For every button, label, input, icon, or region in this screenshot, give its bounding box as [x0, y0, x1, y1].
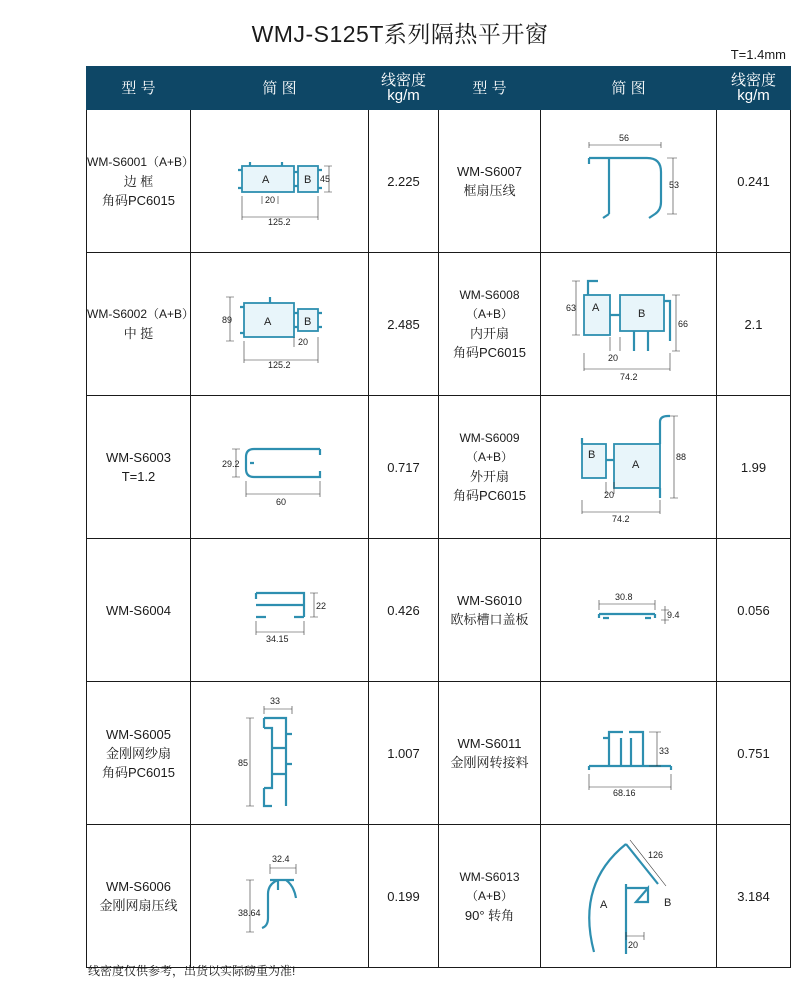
density-value: 0.199	[369, 825, 439, 968]
svg-text:126: 126	[647, 849, 663, 860]
svg-text:63: 63	[565, 303, 576, 313]
svg-text:53: 53	[668, 180, 679, 190]
model-cell: WM-S6001（A+B） 边 框 角码PC6015	[87, 110, 191, 253]
density-value: 0.717	[369, 396, 439, 539]
model-cell: WM-S6004	[87, 539, 191, 682]
svg-text:A: A	[591, 302, 599, 314]
svg-text:88: 88	[675, 452, 686, 462]
profile-sketch	[541, 396, 717, 539]
model-cell: WM-S6013（A+B） 90° 转角	[439, 825, 541, 968]
model-cell: WM-S6011 金刚网转接料	[439, 682, 541, 825]
svg-text:74.2: 74.2	[619, 372, 638, 382]
svg-text:B: B	[587, 449, 595, 461]
svg-text:9.4: 9.4	[666, 610, 680, 620]
svg-text:22: 22	[315, 601, 326, 611]
table-header-row	[87, 67, 791, 110]
svg-text:34.15: 34.15	[265, 634, 289, 644]
header-model: 型 号	[87, 67, 191, 110]
model-cell: WM-S6003 T=1.2	[87, 396, 191, 539]
header-model: 型 号	[439, 67, 541, 110]
density-value: 1.007	[369, 682, 439, 825]
profile-spec-table	[86, 66, 791, 968]
svg-text:20: 20	[603, 490, 614, 500]
svg-text:20: 20	[264, 195, 275, 205]
model-cell: WM-S6002（A+B） 中 挺	[87, 253, 191, 396]
profile-sketch	[541, 539, 717, 682]
header-sketch: 简 图	[191, 67, 369, 110]
model-cell: WM-S6005 金刚网纱扇 角码PC6015	[87, 682, 191, 825]
svg-text:68.16: 68.16	[612, 788, 636, 798]
svg-text:32.4: 32.4	[271, 854, 290, 864]
svg-text:125.2: 125.2	[267, 217, 291, 226]
profile-sketch	[541, 682, 717, 825]
footnote: 线密度仅供参考，出货以实际磅重为准!	[88, 964, 296, 978]
model-cell: WM-S6006 金刚网扇压线	[87, 825, 191, 968]
table-row	[87, 396, 791, 539]
svg-text:56: 56	[618, 133, 629, 143]
model-cell: WM-S6007 框扇压线	[439, 110, 541, 253]
profile-sketch	[541, 825, 717, 968]
svg-text:66: 66	[677, 319, 688, 329]
svg-text:A: A	[263, 316, 271, 328]
page-title: WMJ-S125T系列隔热平开窗	[251, 21, 549, 47]
svg-text:45: 45	[319, 174, 330, 184]
table-row	[87, 110, 791, 253]
svg-text:20: 20	[627, 939, 638, 950]
svg-text:B: B	[303, 174, 311, 186]
density-value: 0.426	[369, 539, 439, 682]
svg-text:33: 33	[658, 746, 669, 756]
density-value: 1.99	[717, 396, 791, 539]
model-cell: WM-S6008（A+B） 内开扇 角码PC6015	[439, 253, 541, 396]
svg-text:33: 33	[269, 696, 280, 706]
svg-text:20: 20	[607, 353, 618, 363]
profile-sketch	[191, 825, 369, 968]
density-value: 2.485	[369, 253, 439, 396]
wall-thickness: T=1.4mm	[730, 47, 786, 62]
table-row	[87, 253, 791, 396]
profile-sketch	[191, 682, 369, 825]
table-row	[87, 682, 791, 825]
density-value: 2.225	[369, 110, 439, 253]
svg-text:29.2: 29.2	[221, 459, 240, 469]
profile-sketch	[191, 253, 369, 396]
profile-sketch	[191, 396, 369, 539]
profile-sketch	[541, 253, 717, 396]
profile-sketch	[541, 110, 717, 253]
svg-text:A: A	[599, 898, 607, 911]
model-cell: WM-S6010 欧标槽口盖板	[439, 539, 541, 682]
svg-text:B: B	[303, 316, 311, 328]
svg-text:74.2: 74.2	[611, 514, 630, 524]
header-density: 线密度 kg/m	[717, 67, 791, 110]
header-density: 线密度 kg/m	[369, 67, 439, 110]
svg-text:20: 20	[297, 337, 308, 347]
model-cell: WM-S6009（A+B） 外开扇 角码PC6015	[439, 396, 541, 539]
svg-text:B: B	[637, 308, 645, 320]
svg-text:89: 89	[221, 315, 232, 325]
header-sketch: 简 图	[541, 67, 717, 110]
svg-text:30.8: 30.8	[614, 592, 633, 602]
density-value: 3.184	[717, 825, 791, 968]
svg-text:85: 85	[237, 758, 248, 768]
svg-text:60: 60	[275, 497, 286, 507]
svg-text:125.2: 125.2	[267, 360, 291, 369]
svg-text:B: B	[663, 896, 671, 909]
density-value: 0.751	[717, 682, 791, 825]
table-row	[87, 539, 791, 682]
table-row	[87, 825, 791, 968]
svg-text:38.64: 38.64	[237, 908, 261, 918]
density-value: 0.056	[717, 539, 791, 682]
svg-text:A: A	[631, 459, 639, 471]
density-value: 2.1	[717, 253, 791, 396]
profile-sketch	[191, 110, 369, 253]
profile-sketch	[191, 539, 369, 682]
svg-text:A: A	[261, 174, 269, 186]
density-value: 0.241	[717, 110, 791, 253]
